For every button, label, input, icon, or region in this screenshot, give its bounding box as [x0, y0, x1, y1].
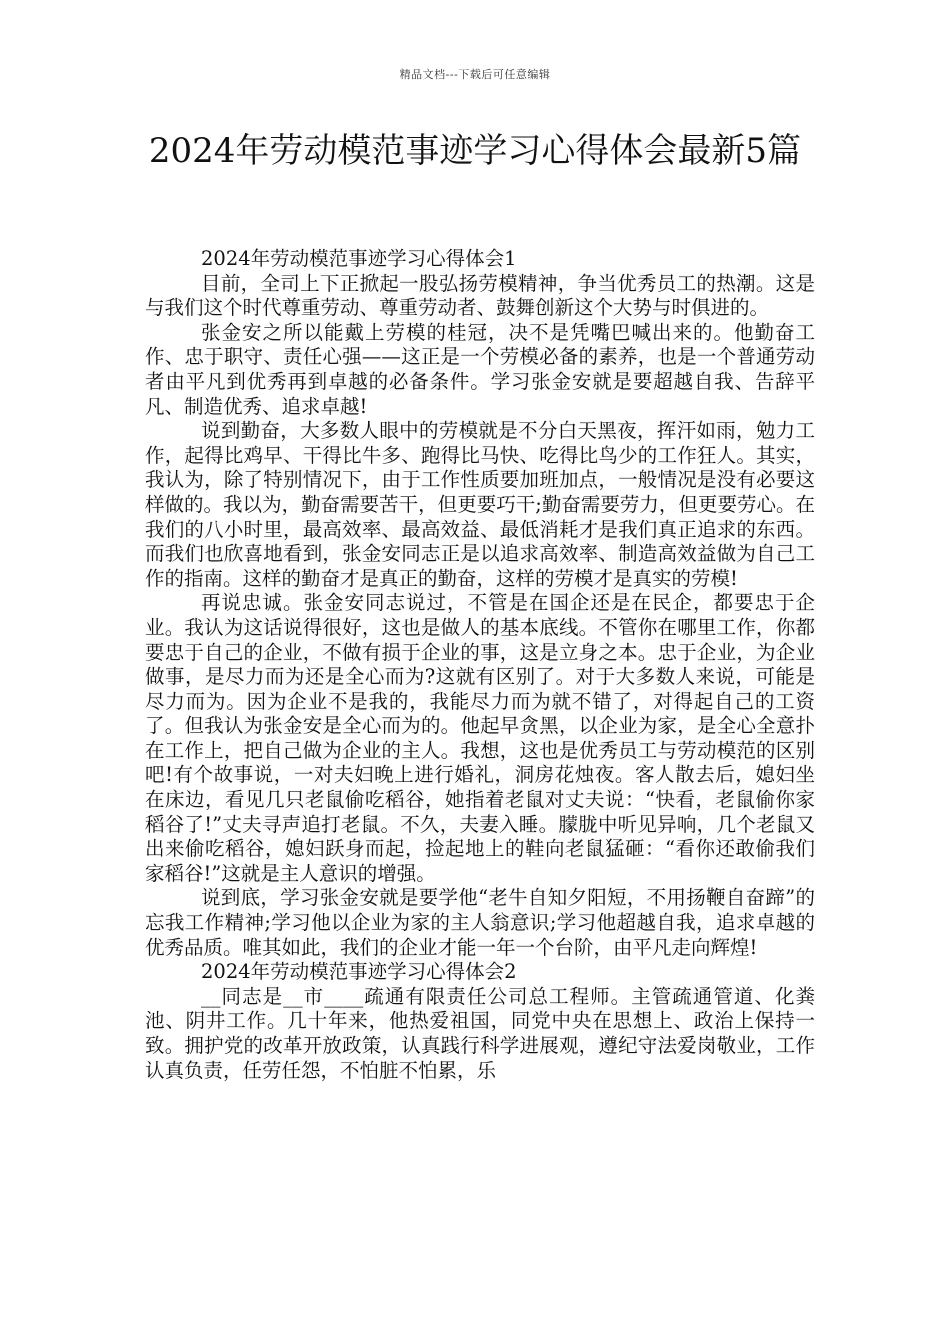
paragraph: 说到勤奋，大多数人眼中的劳模就是不分白天黑夜，挥汗如雨，勉力工作，起得比鸡早、干得比牛多、跑得比马快、吃得比鸟少的工作狂人。其实，我认为，除了特别情况下，由于工作性质要加班加点，一般情况是没有必要这样做的。我以为，勤奋需要苦干，但更要巧干;勤奋需要劳力，但更要劳心。在我们的八小时里，最高效率、最高效益、最低消耗才是我们真正追求的东西。而我们也欣喜地看到，张金安同志正是以追求高效率、制造高效益做为自己工作的指南。这样的勤奋才是真正的勤奋，这样的劳模才是真实的劳模!	[145, 419, 815, 590]
document-body	[145, 247, 815, 1083]
section-heading: 2024年劳动模范事迹学习心得体会2	[201, 960, 517, 984]
paragraph: 目前，全司上下正掀起一股弘扬劳模精神，争当优秀员工的热潮。这是与我们这个时代尊重劳动、尊重劳动者、鼓舞创新这个大势与时俱进的。	[145, 271, 815, 320]
section-heading: 2024年劳动模范事迹学习心得体会1	[201, 247, 517, 270]
paragraph: __同志是__市____疏通有限责任公司总工程师。主管疏通管道、化粪池、阴井工作。几十年来，他热爱祖国，同党中央在思想上、政治上保持一致。拥护党的改革开放政策，认真践行科学进展观，遵纪守法爱岗敬业，工作认真负责，任劳任怨，不怕脏不怕累，乐	[145, 984, 815, 1082]
paragraph: 张金安之所以能戴上劳模的桂冠，决不是凭嘴巴喊出来的。他勤奋工作、忠于职守、责任心强——这正是一个劳模必备的素养，也是一个普通劳动者由平凡到优秀再到卓越的必备条件。学习张金安就是要超越自我、告辞平凡、制造优秀、追求卓越!	[145, 320, 815, 418]
page-header: 精品文档---下载后可任意编辑	[399, 68, 551, 81]
document-title: 2024年劳动模范事迹学习心得体会最新5篇	[148, 131, 802, 171]
paragraph: 再说忠诚。张金安同志说过，不管是在国企还是在民企，都要忠于企业。我认为这话说得很好，这也是做人的基本底线。不管你在哪里工作，你都要忠于自己的企业，不做有损于企业的事，这是立身之本。忠于企业，为企业做事，是尽力而为还是全心而为?这就有区别了。对于大多数人来说，可能是尽力而为。因为企业不是我的，我能尽力而为就不错了，对得起自己的工资了。但我认为张金安是全心而为的。他起早贪黑，以企业为家，是全心全意扑在工作上，把自己做为企业的主人。我想，这也是优秀员工与劳动模范的区别吧!有个故事说，一对夫妇晚上进行婚礼，洞房花烛夜。客人散去后，媳妇坐在床边，看见几只老鼠偷吃稻谷，她指着老鼠对丈夫说：“快看，老鼠偷你家稻谷了!”丈夫寻声追打老鼠。不久，夫妻入睡。朦胧中听见异响，几个老鼠又出来偷吃稻谷，媳妇跃身而起，捡起地上的鞋向老鼠猛砸：“看你还敢偷我们家稻谷!”这就是主人意识的增强。	[145, 591, 815, 885]
paragraph: 说到底，学习张金安就是要学他“老牛自知夕阳短，不用扬鞭自奋蹄”的忘我工作精神;学习他以企业为家的主人翁意识;学习他超越自我，追求卓越的优秀品质。唯其如此，我们的企业才能一年一个台阶，由平凡走向辉煌!	[145, 886, 815, 959]
